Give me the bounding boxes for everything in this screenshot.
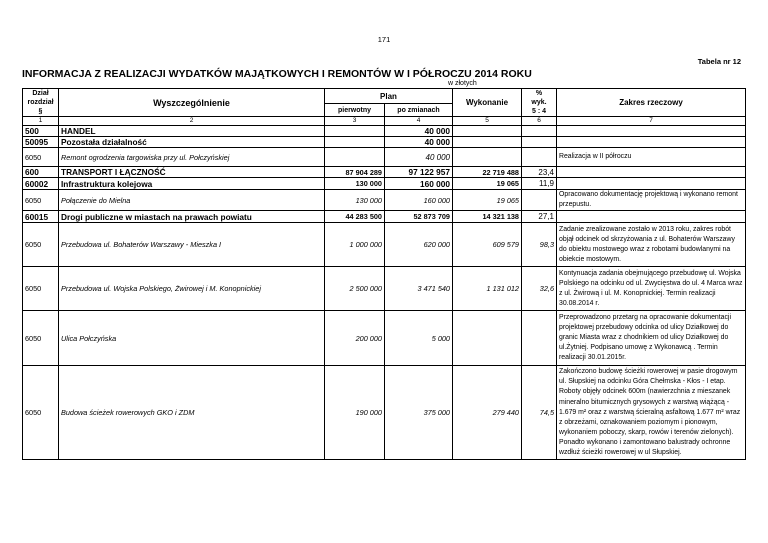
header-amended: po zmianach — [385, 104, 453, 117]
table-row: 60015 Drogi publiczne w miastach na prawach powiatu 44 283 500 52 873 709 14 321 138 27,1 — [23, 211, 746, 223]
table-row: 50095 Pozostała działalność 40 000 — [23, 137, 746, 148]
table-row: 6050 Ulica Połczyńska 200 000 5 000 Przeprowadzono przetarg na opracowanie dokumentacji projektowej przebudowy odcinka od ulicy Działkowej do granic Miasta wraz z chodnikiem od ulicy Działkowej do ul.Żytniej. Podpisano umowę z Wykonawcą . Termin realizacji 30.01.2015r. — [23, 311, 746, 366]
page-number: 171 — [377, 35, 391, 44]
unit-label: w złotych — [448, 80, 477, 87]
header-code: Dział rozdział § — [23, 89, 59, 117]
table-row: 6050 Przebudowa ul. Wojska Polskiego, Żwirowej i M. Konopnickiej 2 500 000 3 471 540 1 131 012 32,6 Kontynuacja zadania obejmującego przebudowę ul. Wojska Polskiego na odcinku od ul. Zwycięstwa do ul. 4 Marca wraz z ul. Żwirową i ul. M. Konopnickiej. Termin realizacji 30.08.2014 r. — [23, 267, 746, 311]
table-row: 6050 Przebudowa ul. Bohaterów Warszawy - Mieszka I 1 000 000 620 000 609 579 98,3 Zadanie zrealizowane zostało w 2013 roku, zakres robót objął odcinek od skrzyżowania z ul. Bohaterów Warszawy do obiektu mostowego wraz z robotami budowlanymi na obiekcie mostowym. — [23, 223, 746, 267]
table-row: 6050 Budowa ścieżek rowerowych GKO i ZDM 190 000 375 000 279 440 74,5 Zakończono budowę ścieżki rowerowej w pasie drogowym ul. Słupskiej na odcinku Góra Chełmska - Kłos - I etap. Roboty objęły odcinek 600m (nawierzchnia z mieszanek mineralno bitumicznych grysowych z warstwą wiążącą - 1.679 m² oraz z warstwą ścieralną asfaltową 1.677 m² wraz z obrzeżami, oznakowaniem poziomym i pionowym, wykonaniem poboczy, skarp, rowów i terenów zielonych). Ponadto wykonano i zamontowano balustrady ochronne wzdłuż ścieżki rowerowej w ul Słupskiej. — [23, 366, 746, 460]
header-scope: Zakres rzeczowy — [557, 89, 746, 117]
header-description: Wyszczególnienie — [59, 89, 325, 117]
header-original: pierwotny — [325, 104, 385, 117]
table-row: 500 HANDEL 40 000 — [23, 126, 746, 137]
table-row: 60002 Infrastruktura kolejowa 130 000 160 000 19 065 11,9 — [23, 178, 746, 190]
table-row: 600 TRANSPORT I ŁĄCZNOŚĆ 87 904 289 97 122 957 22 719 488 23,4 — [23, 167, 746, 178]
index-row: 1 2 3 4 5 6 7 — [23, 117, 746, 126]
header-percent: % wyk. 5 : 4 — [522, 89, 557, 117]
header-plan: Plan — [325, 89, 453, 104]
page-title: INFORMACJA Z REALIZACJI WYDATKÓW MAJĄTKOWYCH I REMONTÓW W I PÓŁROCZU 2014 ROKU — [22, 68, 532, 80]
expenditure-table — [22, 88, 746, 460]
table-label: Tabela nr 12 — [697, 57, 741, 66]
header-execution: Wykonanie — [453, 89, 522, 117]
table-row: 6050 Połączenie do Mielna 130 000 160 000 19 065 Opracowano dokumentację projektową i wykonano remont przepustu. — [23, 190, 746, 211]
table-row: 6050 Remont ogrodzenia targowiska przy ul. Połczyńskiej 40 000 Realizacja w II półroczu — [23, 148, 746, 167]
